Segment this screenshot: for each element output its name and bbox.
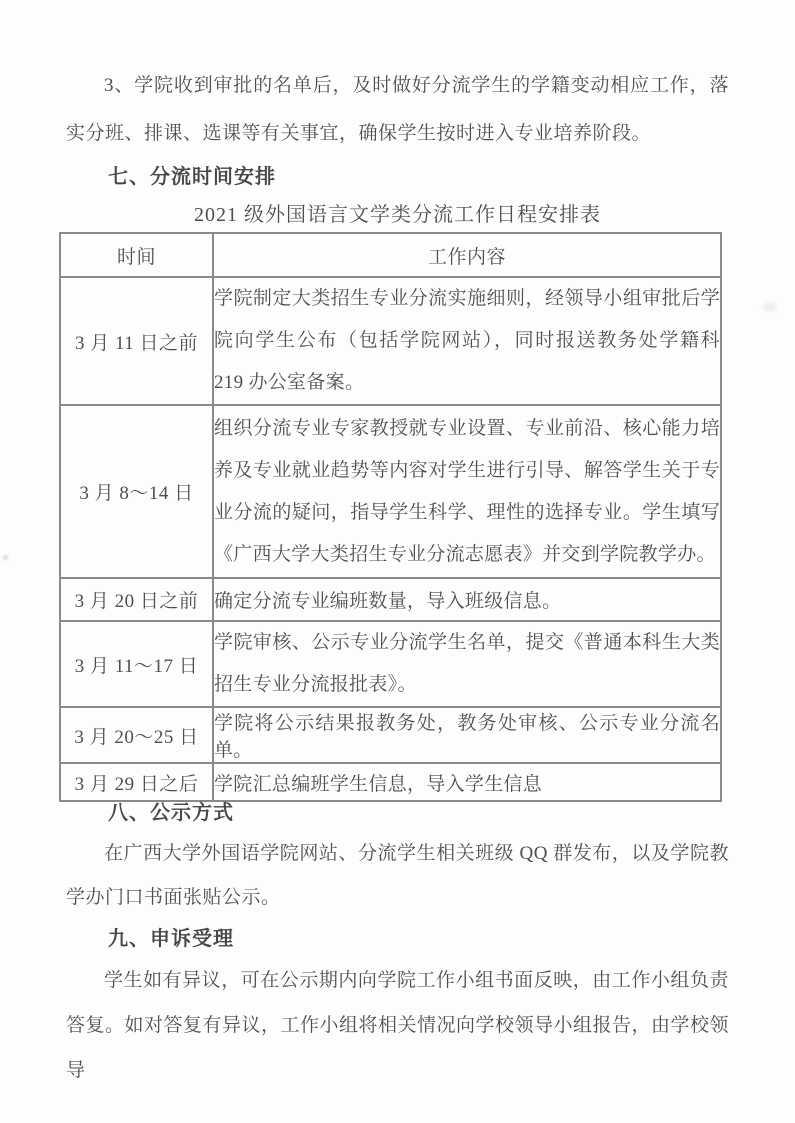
table-title: 2021 级外国语言文学类分流工作日程安排表 xyxy=(194,204,601,226)
scan-artifact-dot xyxy=(3,555,8,560)
section-heading-7: 七、分流时间安排 xyxy=(108,166,276,188)
content-cell: 学院汇总编班学生信息，导入学生信息 xyxy=(213,763,721,801)
paragraph-appeal: 学生如有异议，可在公示期内向学院工作小组书面反映，由工作小组负责答复。如对答复有异议，工作小组将相关情况向学校领导小组报告，由学校领导 xyxy=(66,970,730,1081)
content-cell: 组织分流专业专家教授就专业设置、专业前沿、核心能力培养及专业就业趋势等内容对学生进行引导、解答学生关于专业分流的疑问，指导学生科学、理性的选择专业。学生填写《广西大学大类招生专业分流志愿表》并交到学院教学办。 xyxy=(213,405,721,578)
content-cell: 学院制定大类招生专业分流实施细则，经领导小组审批后学院向学生公布（包括学院网站），同时报送教务处学籍科 219 办公室备案。 xyxy=(213,277,721,405)
table-header-content: 工作内容 xyxy=(213,233,721,277)
time-cell: 3 月 8～14 日 xyxy=(60,405,213,578)
time-cell: 3 月 29 日之后 xyxy=(60,763,213,801)
table-row xyxy=(60,578,721,621)
content-cell: 确定分流专业编班数量，导入班级信息。 xyxy=(213,578,721,621)
section-heading-8: 八、公示方式 xyxy=(108,802,234,824)
paragraph-item-3: 3、学院收到审批的名单后，及时做好分流学生的学籍变动相应工作，落实分班、排课、选课等有关事宜，确保学生按时进入专业培养阶段。 xyxy=(66,75,729,144)
table-row xyxy=(60,405,721,578)
scan-artifact-smudge xyxy=(763,303,777,311)
time-cell: 3 月 20～25 日 xyxy=(60,707,213,763)
paragraph-publicity: 在广西大学外国语学院网站、分流学生相关班级 QQ 群发布，以及学院教学办门口书面张贴公示。 xyxy=(66,843,729,908)
section-heading-9: 九、申诉受理 xyxy=(108,928,234,950)
table-row xyxy=(60,277,721,405)
table-row xyxy=(60,621,721,707)
content-cell: 学院将公示结果报教务处，教务处审核、公示专业分流名单。 xyxy=(213,707,721,763)
content-cell: 学院审核、公示专业分流学生名单，提交《普通本科生大类招生专业分流报批表》。 xyxy=(213,621,721,707)
table-header-row xyxy=(60,233,721,277)
time-cell: 3 月 20 日之前 xyxy=(60,578,213,621)
time-cell: 3 月 11 日之前 xyxy=(60,277,213,405)
schedule-table xyxy=(59,232,722,802)
time-cell: 3 月 11～17 日 xyxy=(60,621,213,707)
table-header-time: 时间 xyxy=(60,233,213,277)
table-row xyxy=(60,707,721,763)
